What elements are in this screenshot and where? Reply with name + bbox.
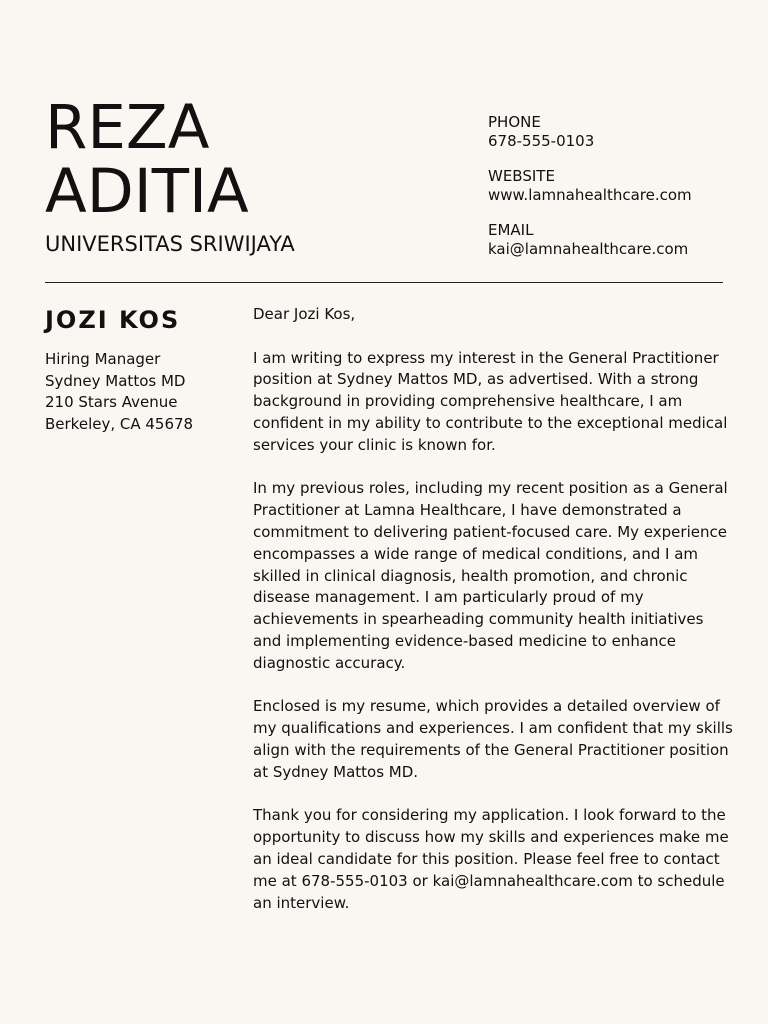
sender-name	[45, 92, 249, 227]
sender-organization: UNIVERSITAS SRIWIJAYA	[45, 232, 295, 256]
phone-value: 678-555-0103	[488, 132, 595, 150]
letter-salutation: Dear Jozi Kos,	[253, 305, 356, 323]
website-label: WEBSITE	[488, 167, 555, 185]
recipient-street: 210 Stars Avenue	[45, 393, 178, 412]
recipient-title: Hiring Manager	[45, 350, 161, 368]
contact-info	[488, 113, 692, 275]
sender-first-name: REZA	[45, 92, 210, 163]
email-label: EMAIL	[488, 221, 534, 239]
phone-label: PHONE	[488, 113, 541, 131]
letter-paragraph: Enclosed is my resume, which provides a detailed overview of my qualifications and experiences. I am confident that my skills align with the requirements of the General Practitioner position at Sydney Mattos MD.	[253, 697, 733, 781]
letter-paragraph: I am writing to express my interest in the General Practitioner position at Sydney Mattos MD, as advertised. With a strong background in providing comprehensive healthcare, I am confident in my ability to contribute to the exceptional medical services your clinic is known for.	[253, 348, 728, 454]
email-block	[488, 221, 692, 259]
letter-body	[253, 304, 733, 936]
header-divider	[45, 282, 723, 283]
letter-paragraph: Thank you for considering my application. I look forward to the opportunity to discuss how my skills and experiences make me an ideal candidate for this position. Please feel free to contact me at 678-555-0103 or kai@lamnahealthcare.com to schedule an interview.	[253, 806, 729, 912]
sender-last-name: ADITIA	[45, 156, 249, 227]
recipient-city: Berkeley, CA 45678	[45, 415, 194, 434]
recipient-name: JOZI KOS	[45, 306, 181, 334]
website-value: www.lamnahealthcare.com	[488, 186, 692, 204]
recipient-company: Sydney Mattos MD	[45, 371, 186, 390]
phone-block	[488, 113, 692, 151]
email-value: kai@lamnahealthcare.com	[488, 240, 689, 258]
website-block	[488, 167, 692, 205]
letter-paragraph: In my previous roles, including my recent position as a General Practitioner at Lamna Healthcare, I have demonstrated a commitment to delivering patient-focused care. My experience encompasses a wide range of medical conditions, and I am skilled in clinical diagnosis, health promotion, and chronic disease management. I am particularly proud of my achievements in spearheading community health initiatives and implementing evidence-based medicine to enhance diagnostic accuracy.	[253, 479, 728, 672]
recipient-address	[45, 349, 193, 436]
